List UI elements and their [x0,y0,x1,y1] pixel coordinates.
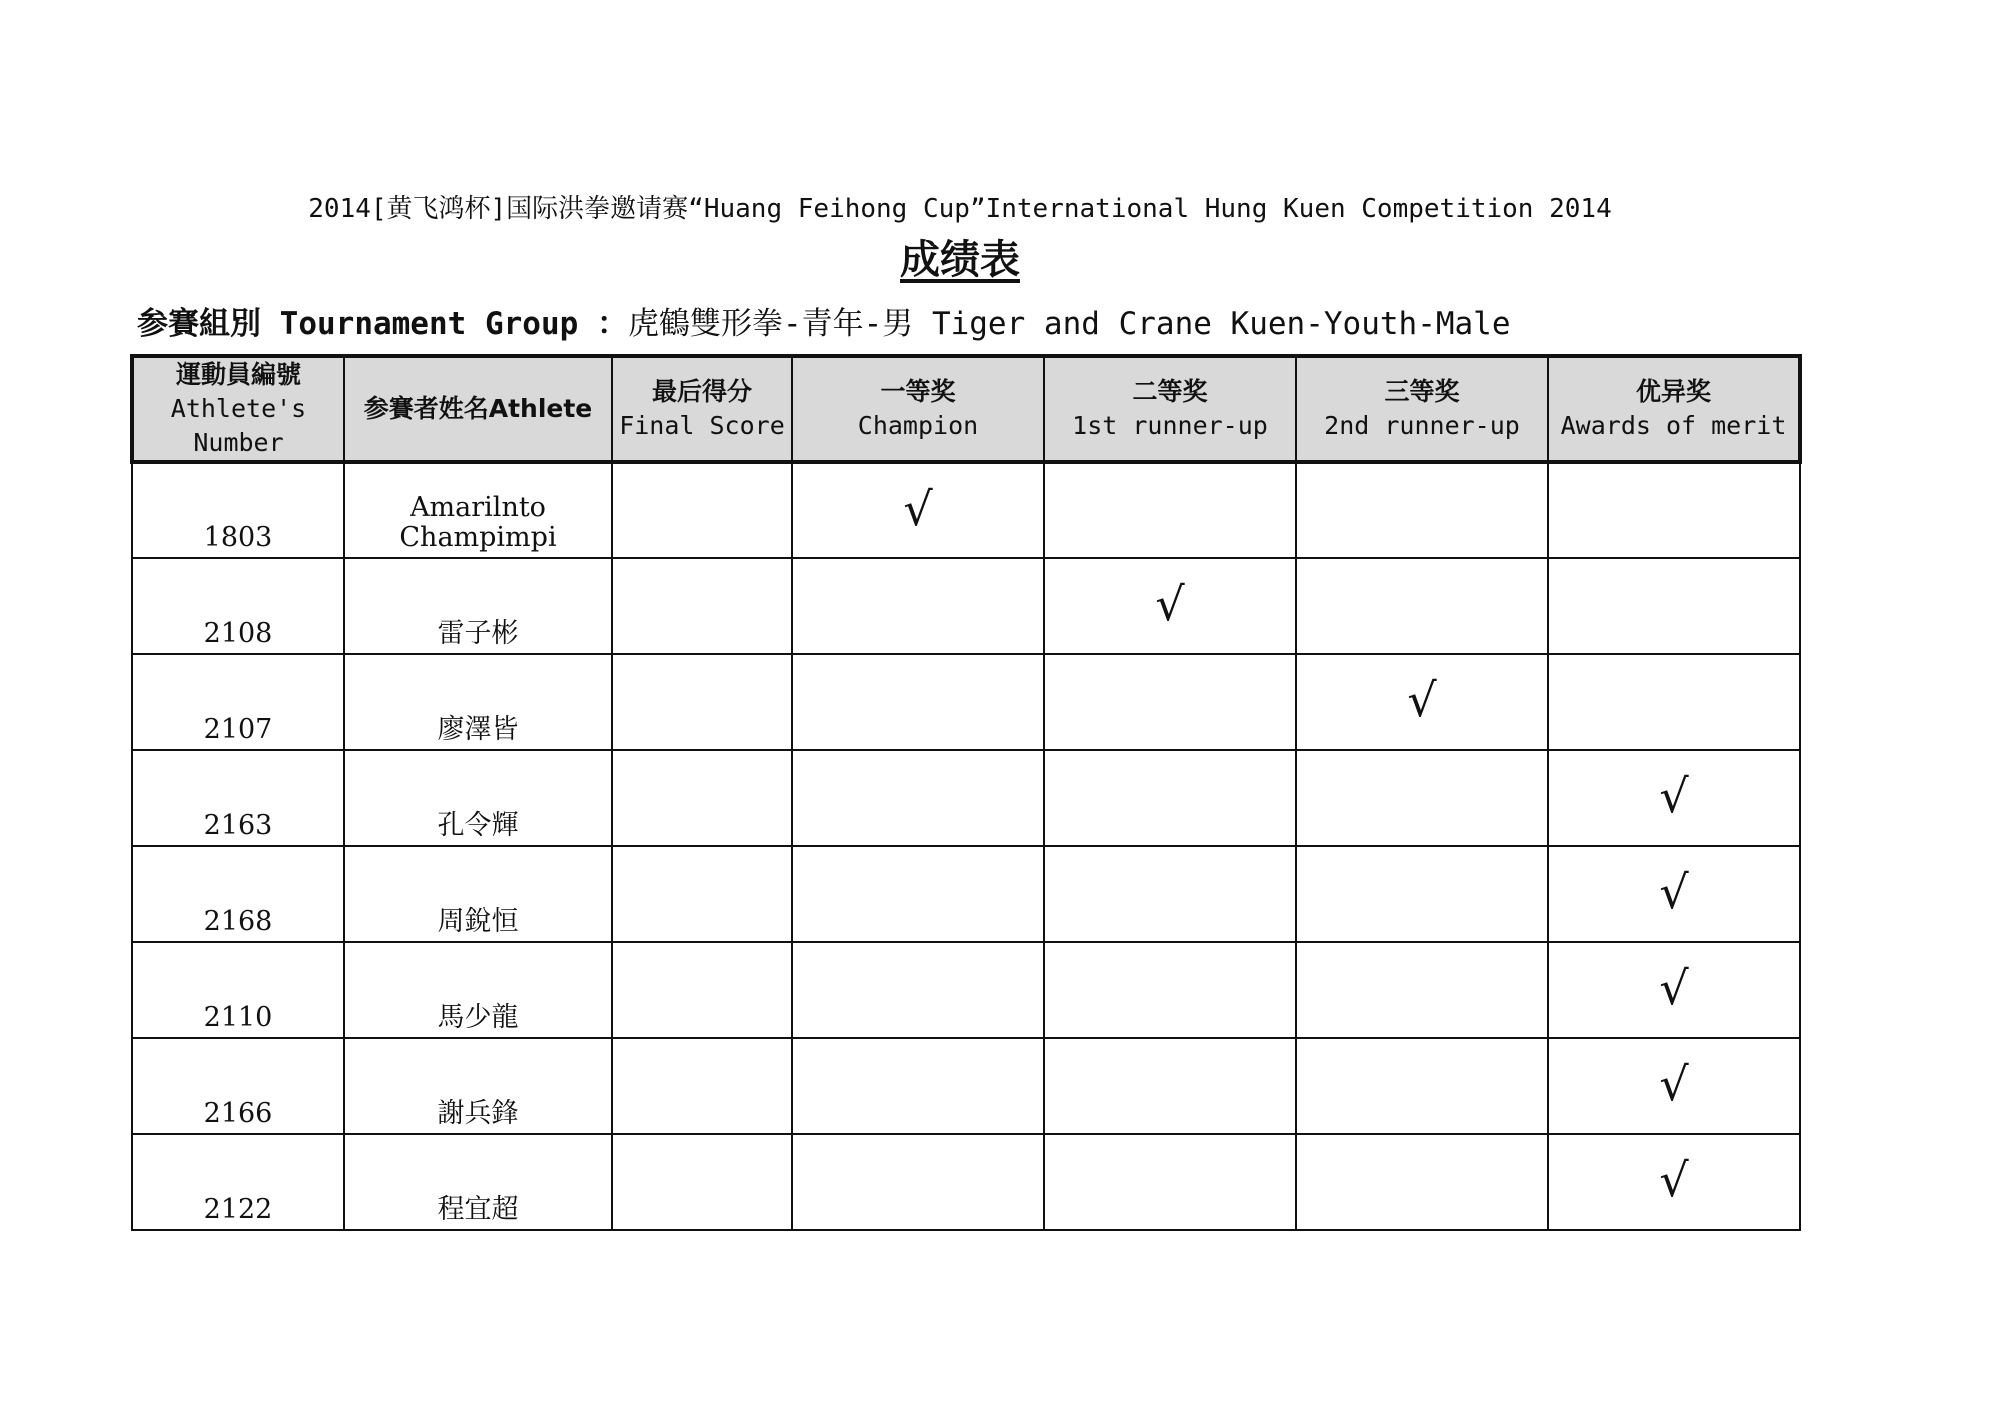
table-row [132,942,1800,1038]
tournament-group-value: 虎鶴雙形拳-青年-男 Tiger and Crane Kuen-Youth-Male [627,306,1511,342]
1st-runner-up-cell [1044,750,1296,846]
final-score [612,462,792,558]
athlete-name: Amarilnto Champimpi [344,462,612,558]
2nd-runner-up-cell [1296,750,1548,846]
final-score [612,558,792,654]
merit-cell [1548,462,1800,558]
1st-runner-up-cell [1044,1134,1296,1230]
header-athlete-name-cn: 参賽者姓名Athlete [363,394,593,423]
table-row [132,654,1800,750]
header-final-score-en: Final Score [619,411,785,440]
check-mark-icon: √ [1659,865,1689,919]
1st-runner-up-cell [1044,846,1296,942]
athlete-name: 廖澤皆 [344,654,612,750]
merit-cell [1548,750,1800,846]
athlete-number: 2110 [132,942,344,1038]
header-final-score [612,356,792,462]
final-score [612,942,792,1038]
2nd-runner-up-cell [1296,654,1548,750]
header-2nd-runner-up-cn: 三等奖 [1384,377,1460,406]
1st-runner-up-cell [1044,1038,1296,1134]
2nd-runner-up-cell [1296,462,1548,558]
final-score [612,1134,792,1230]
tournament-group-label: 参賽組別 Tournament Group ： [137,306,628,342]
champion-cell [792,654,1044,750]
header-2nd-runner-up-en: 2nd runner-up [1324,411,1520,440]
header-champion-en: Champion [857,411,979,440]
header-1st-runner-up-cn: 二等奖 [1132,377,1208,406]
champion-cell [792,1134,1044,1230]
table-row [132,462,1800,558]
header-champion [792,356,1044,462]
final-score [612,654,792,750]
athlete-name: 謝兵鋒 [344,1038,612,1134]
header-2nd-runner-up [1296,356,1548,462]
merit-cell [1548,942,1800,1038]
2nd-runner-up-cell [1296,1134,1548,1230]
athlete-number: 2168 [132,846,344,942]
athlete-number: 2108 [132,558,344,654]
champion-cell [792,462,1044,558]
champion-cell [792,750,1044,846]
table-row [132,846,1800,942]
header-athlete-number [132,356,344,462]
merit-cell [1548,1134,1800,1230]
header-awards-of-merit-cn: 优异奖 [1635,377,1711,406]
check-mark-icon: √ [1407,673,1437,727]
athlete-name: 程宜超 [344,1134,612,1230]
document-title: 2014[黄飞鸿杯]国际洪拳邀请赛“Huang Feihong Cup”International Hung Kuen Competition 2014 [308,194,1612,224]
check-mark-icon: √ [1155,577,1185,631]
check-mark-icon: √ [1659,961,1689,1015]
2nd-runner-up-cell [1296,1038,1548,1134]
header-awards-of-merit-en: Awards of merit [1560,411,1787,440]
header-1st-runner-up-en: 1st runner-up [1072,411,1268,440]
header-awards-of-merit [1548,356,1800,462]
athlete-number: 2122 [132,1134,344,1230]
athlete-name: 雷子彬 [344,558,612,654]
merit-cell [1548,846,1800,942]
tournament-group-line [137,298,1511,343]
final-score [612,846,792,942]
table-row [132,750,1800,846]
1st-runner-up-cell [1044,942,1296,1038]
table-row [132,558,1800,654]
2nd-runner-up-cell [1296,846,1548,942]
results-table [130,354,1802,1231]
champion-cell [792,942,1044,1038]
1st-runner-up-cell [1044,462,1296,558]
check-mark-icon: √ [903,481,933,536]
table-row [132,1134,1800,1230]
athlete-name: 孔令輝 [344,750,612,846]
check-mark-icon: √ [1659,1057,1689,1111]
athlete-number: 2163 [132,750,344,846]
header-athlete-name [344,356,612,462]
table-row [132,1038,1800,1134]
table-header-row [132,356,1800,462]
athlete-number: 2166 [132,1038,344,1134]
check-mark-icon: √ [1659,1153,1689,1207]
athlete-name: 周銳恒 [344,846,612,942]
2nd-runner-up-cell [1296,558,1548,654]
header-athlete-number-en: Athlete's Number [170,394,307,457]
header-athlete-number-cn: 運動員編號 [175,360,301,389]
merit-cell [1548,1038,1800,1134]
merit-cell [1548,654,1800,750]
champion-cell [792,846,1044,942]
1st-runner-up-cell [1044,654,1296,750]
champion-cell [792,558,1044,654]
header-final-score-cn: 最后得分 [651,377,752,406]
2nd-runner-up-cell [1296,942,1548,1038]
header-champion-cn: 一等奖 [880,377,956,406]
merit-cell [1548,558,1800,654]
athlete-name: 馬少龍 [344,942,612,1038]
header-1st-runner-up [1044,356,1296,462]
final-score [612,1038,792,1134]
final-score [612,750,792,846]
check-mark-icon: √ [1659,769,1689,823]
document-subtitle: 成绩表 [900,237,1020,283]
champion-cell [792,1038,1044,1134]
1st-runner-up-cell [1044,558,1296,654]
athlete-number: 2107 [132,654,344,750]
athlete-number: 1803 [132,462,344,558]
